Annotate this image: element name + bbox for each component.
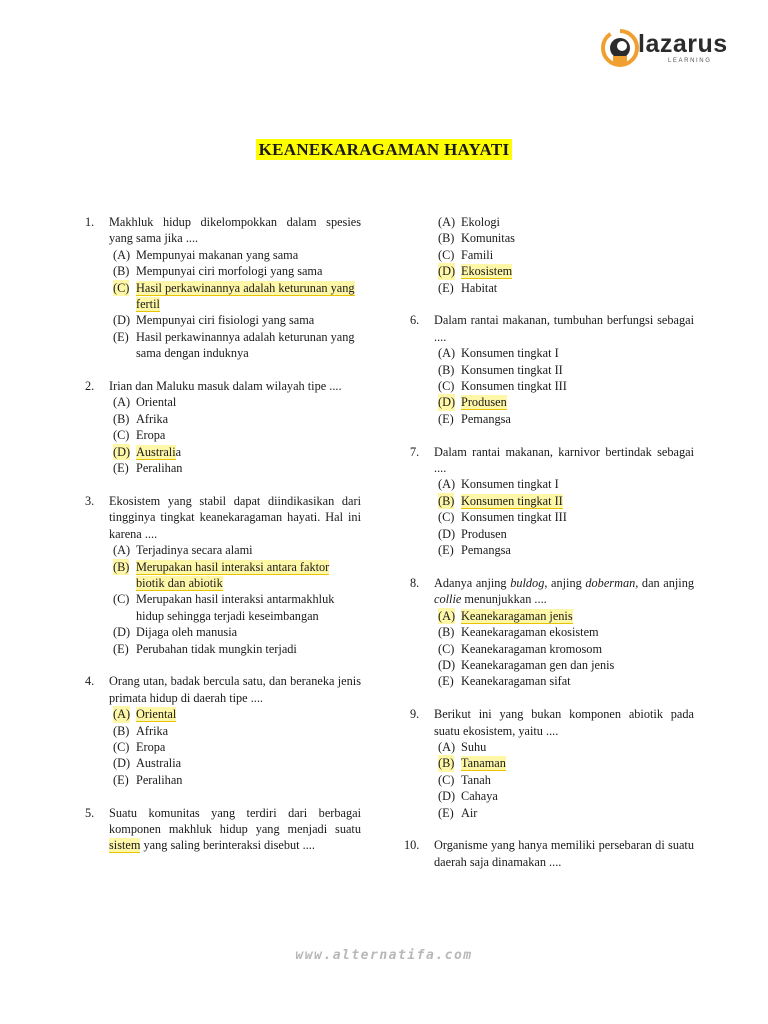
option-text: Air <box>461 805 478 820</box>
option-text: Konsumen tingkat I <box>461 477 559 492</box>
question-7 <box>410 444 694 559</box>
right-column <box>404 214 695 887</box>
option-letter: (C) <box>113 280 130 295</box>
option-text: Peralihan <box>136 772 183 787</box>
question-2 <box>85 378 361 476</box>
option-text: Tanaman <box>461 756 506 771</box>
logo-name: lazarus <box>638 30 728 58</box>
option-e[interactable] <box>109 772 361 788</box>
option-c[interactable] <box>434 509 694 525</box>
option-text: Hasil perkawinannya adalah keturunan yang sama dengan induknya <box>136 329 355 361</box>
option-letter: (E) <box>113 641 129 656</box>
question-stem: Irian dan Maluku masuk dalam wilayah tipe .... <box>109 379 342 394</box>
question-5-options <box>410 214 694 296</box>
option-letter: (A) <box>438 346 456 361</box>
option-letter: (A) <box>113 395 131 410</box>
option-d[interactable] <box>434 788 694 804</box>
option-letter: (D) <box>438 789 456 804</box>
option-letter: (D) <box>438 657 456 672</box>
option-text: Mempunyai ciri morfologi yang sama <box>136 264 323 279</box>
option-text: Hasil perkawinannya adalah keturunan yang fertil <box>136 280 355 312</box>
option-b-answer[interactable] <box>109 559 361 592</box>
option-b-answer[interactable] <box>434 493 694 509</box>
page-title: KEANEKARAGAMAN HAYATI <box>256 139 513 160</box>
question-stem: Organisme yang hanya memiliki persebaran di suatu daerah saja dinamakan .... <box>434 838 694 869</box>
option-text: Pemangsa <box>461 411 511 426</box>
option-e[interactable] <box>109 460 361 476</box>
option-letter: (E) <box>438 805 454 820</box>
option-b[interactable] <box>434 362 694 378</box>
question-number: 10. <box>404 838 420 853</box>
option-letter: (D) <box>438 526 456 541</box>
option-b-answer[interactable] <box>434 755 694 771</box>
question-stem: Dalam rantai makanan, karnivor bertindak sebagai .... <box>434 444 694 476</box>
question-number: 2. <box>85 379 95 394</box>
option-text: Habitat <box>461 280 498 295</box>
option-text: Komunitas <box>461 231 515 246</box>
option-text: Terjadinya secara alami <box>136 543 253 558</box>
question-number: 7. <box>410 444 420 459</box>
option-letter: (A) <box>113 707 131 722</box>
option-d[interactable] <box>109 755 361 771</box>
option-c[interactable] <box>434 378 694 394</box>
stem-breed-2: doberman <box>585 575 636 590</box>
stem-breed-3: collie <box>434 592 462 607</box>
option-text: Suhu <box>461 739 487 754</box>
option-letter: (E) <box>113 461 129 476</box>
option-e[interactable] <box>434 805 694 821</box>
option-letter: (C) <box>438 510 455 525</box>
option-letter: (B) <box>438 493 455 508</box>
option-text: Ekologi <box>461 215 500 229</box>
option-letter: (A) <box>438 215 456 229</box>
option-d[interactable] <box>109 312 361 328</box>
option-letter: (D) <box>438 264 456 279</box>
option-text: Konsumen tingkat I <box>461 346 559 361</box>
question-stem <box>109 805 361 854</box>
option-b[interactable] <box>109 263 361 279</box>
option-d-answer[interactable] <box>434 263 694 279</box>
option-text: Afrika <box>136 723 169 738</box>
page-title-wrap <box>0 140 768 160</box>
option-text: Konsumen tingkat III <box>461 510 567 525</box>
option-text-rest: a <box>175 444 182 459</box>
option-letter: (D) <box>113 756 131 771</box>
option-c[interactable] <box>109 591 361 624</box>
stem-breed-1: buldog <box>510 575 545 590</box>
option-e[interactable] <box>109 329 361 362</box>
option-d[interactable] <box>109 624 361 640</box>
question-number: 3. <box>85 493 95 508</box>
stem-part-b: yang saling berinteraksi disebut .... <box>143 838 315 853</box>
question-10 <box>404 837 694 870</box>
option-text: Produsen <box>461 395 507 410</box>
option-text: Keanekaragaman jenis <box>461 608 573 623</box>
option-text: Afrika <box>136 411 169 426</box>
option-letter: (B) <box>438 362 455 377</box>
option-letter: (E) <box>438 674 454 689</box>
option-a[interactable] <box>109 542 361 558</box>
option-letter: (A) <box>438 739 456 754</box>
question-stem: Berikut ini yang bukan komponen abiotik pada suatu ekosistem, yaitu .... <box>434 707 694 738</box>
option-letter: (B) <box>113 723 130 738</box>
option-d-answer[interactable] <box>109 444 361 460</box>
option-letter: (C) <box>438 772 455 787</box>
option-letter: (D) <box>113 444 131 459</box>
option-b[interactable] <box>434 624 694 640</box>
option-letter: (B) <box>113 411 130 426</box>
option-letter: (D) <box>113 313 131 328</box>
option-letter: (A) <box>438 608 456 623</box>
option-b[interactable] <box>109 411 361 427</box>
option-a[interactable] <box>109 247 361 263</box>
option-e[interactable] <box>434 673 694 689</box>
option-letter: (C) <box>113 592 130 607</box>
option-letter: (E) <box>113 772 129 787</box>
option-b[interactable] <box>434 230 694 246</box>
option-text: Keanekaragaman sifat <box>461 674 571 689</box>
option-a[interactable] <box>434 214 694 230</box>
option-letter: (C) <box>113 739 130 754</box>
option-text: Australia <box>136 756 182 771</box>
option-c[interactable] <box>434 641 694 657</box>
option-text: Perubahan tidak mungkin terjadi <box>136 641 297 656</box>
option-text: Eropa <box>136 428 166 443</box>
question-stem <box>434 575 694 608</box>
option-text: Cahaya <box>461 789 498 804</box>
option-text: Keanekaragaman kromosom <box>461 641 603 656</box>
option-a-answer[interactable] <box>434 608 694 624</box>
option-text: Mempunyai makanan yang sama <box>136 247 299 262</box>
option-text: Oriental <box>136 395 177 410</box>
option-letter: (C) <box>438 641 455 656</box>
question-1 <box>85 214 361 362</box>
question-8 <box>410 575 694 690</box>
question-stem: Makhluk hidup dikelompokkan dalam spesies yang sama jika .... <box>109 215 361 246</box>
question-number: 5. <box>85 805 95 820</box>
question-3 <box>85 493 361 657</box>
stem-highlight: sistem <box>109 838 141 853</box>
option-letter: (A) <box>438 477 456 492</box>
option-letter: (B) <box>113 264 130 279</box>
option-letter: (E) <box>438 280 454 295</box>
stem-part-1: Adanya anjing <box>434 575 507 590</box>
option-d[interactable] <box>434 526 694 542</box>
question-number: 9. <box>410 707 420 722</box>
option-text: Konsumen tingkat III <box>461 379 567 394</box>
option-text: Peralihan <box>136 461 183 476</box>
option-text: Oriental <box>136 707 177 722</box>
question-stem: Dalam rantai makanan, tumbuhan berfungsi sebagai .... <box>434 313 694 344</box>
option-letter: (D) <box>113 625 131 640</box>
option-text: Dijaga oleh manusia <box>136 625 238 640</box>
question-5 <box>85 805 361 854</box>
option-d-answer[interactable] <box>434 394 694 410</box>
option-text: Keanekaragaman gen dan jenis <box>461 657 615 672</box>
stem-part-3: , dan anjing <box>635 575 695 590</box>
option-d[interactable] <box>434 657 694 673</box>
option-e[interactable] <box>109 641 361 657</box>
option-letter: (B) <box>438 231 455 246</box>
option-a[interactable] <box>109 394 361 410</box>
option-text: Konsumen tingkat II <box>461 362 563 377</box>
option-text-highlight: Australi <box>136 444 176 459</box>
option-e[interactable] <box>434 542 694 558</box>
question-number: 6. <box>410 313 420 328</box>
option-c[interactable] <box>434 247 694 263</box>
option-text: Keanekaragaman ekosistem <box>461 625 599 640</box>
option-c[interactable] <box>109 427 361 443</box>
option-c-answer[interactable] <box>109 280 361 313</box>
option-text: Pemangsa <box>461 543 511 558</box>
option-text: Tanah <box>461 772 491 787</box>
option-letter: (E) <box>113 329 129 344</box>
left-column <box>85 214 361 870</box>
option-a-answer[interactable] <box>109 706 361 722</box>
option-letter: (C) <box>438 379 455 394</box>
option-letter: (A) <box>113 543 131 558</box>
option-a[interactable] <box>434 345 694 361</box>
option-text: Ekosistem <box>461 264 513 279</box>
lazarus-logo-icon <box>600 28 640 68</box>
option-e[interactable] <box>434 280 694 296</box>
question-stem: Ekosistem yang stabil dapat diindikasikan dari tingginya tingkat keanekaragaman hayati. Hal ini karena .... <box>109 493 361 541</box>
question-number: 4. <box>85 674 95 689</box>
option-c[interactable] <box>109 739 361 755</box>
stem-part-2: , anjing <box>544 575 582 590</box>
option-letter: (A) <box>113 247 131 262</box>
option-text: Merupakan hasil interaksi antara faktor biotik dan abiotik <box>136 559 330 590</box>
question-number: 1. <box>85 215 95 229</box>
option-letter: (E) <box>438 411 454 426</box>
option-e[interactable] <box>434 411 694 427</box>
option-text: Mempunyai ciri fisiologi yang sama <box>136 313 315 328</box>
stem-part-4: menunjukkan .... <box>464 592 547 607</box>
option-letter: (B) <box>113 559 130 574</box>
question-9 <box>410 706 694 821</box>
option-letter: (B) <box>438 756 455 771</box>
option-letter: (B) <box>438 625 455 640</box>
option-text: Eropa <box>136 739 166 754</box>
question-stem: Orang utan, badak bercula satu, dan beraneka jenis primata hidup di daerah tipe .... <box>109 674 361 705</box>
option-text: Merupakan hasil interaksi antarmakhluk hidup sehingga terjadi keseimbangan <box>136 592 335 623</box>
logo-subtitle: LEARNING <box>668 58 712 64</box>
question-4 <box>85 673 361 788</box>
option-text: Konsumen tingkat II <box>461 493 563 508</box>
option-c[interactable] <box>434 772 694 788</box>
option-text: Produsen <box>461 526 507 541</box>
option-letter: (C) <box>113 428 130 443</box>
footer-watermark: www.alternatifa.com <box>295 948 473 963</box>
option-letter: (E) <box>438 543 454 558</box>
stem-part-a: Suatu komunitas yang terdiri dari berbagai komponen makhluk hidup yang menjadi suatu <box>109 805 361 836</box>
option-a[interactable] <box>434 476 694 492</box>
option-a[interactable] <box>434 739 694 755</box>
option-b[interactable] <box>109 723 361 739</box>
lazarus-logo <box>600 28 740 72</box>
option-letter: (D) <box>438 395 456 410</box>
question-6 <box>410 312 694 427</box>
option-text: Famili <box>461 247 494 262</box>
question-number: 8. <box>410 575 420 590</box>
option-letter: (C) <box>438 247 455 262</box>
